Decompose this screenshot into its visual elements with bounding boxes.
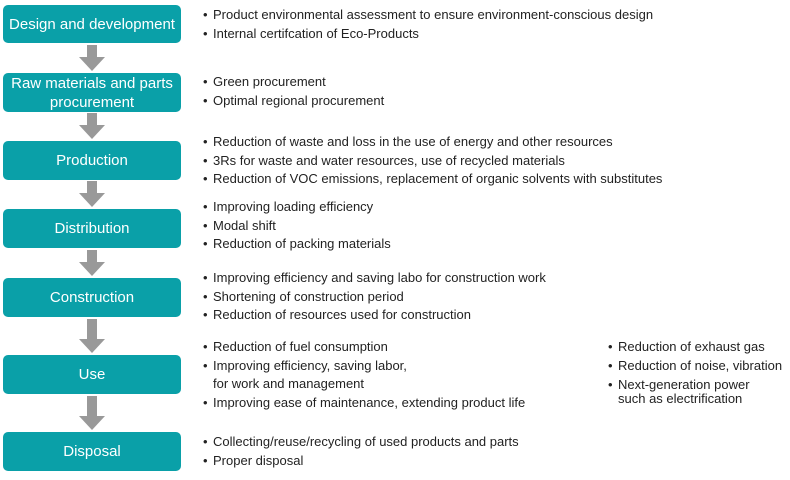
list-item: • Improving loading efficiency bbox=[203, 198, 391, 217]
disposal-bullets bbox=[203, 433, 519, 470]
list-item: • Optimal regional procurement bbox=[203, 92, 384, 111]
list-item: • 3Rs for waste and water resources, use of recycled materials bbox=[203, 152, 662, 171]
down-arrow-icon bbox=[79, 319, 105, 353]
list-item: • Improving efficiency and saving labo for construction work bbox=[203, 269, 546, 288]
stage-label: Distribution bbox=[54, 220, 130, 237]
stage-label: Disposal bbox=[63, 443, 121, 460]
stage-construction bbox=[3, 278, 181, 317]
list-item: • Green procurement bbox=[203, 73, 384, 92]
list-item: • Reduction of packing materials bbox=[203, 235, 391, 254]
list-item: • Modal shift bbox=[203, 217, 391, 236]
list-item: • Reduction of exhaust gas bbox=[608, 338, 782, 357]
down-arrow-icon bbox=[79, 396, 105, 430]
down-arrow-icon bbox=[79, 181, 105, 207]
list-item: • Collecting/reuse/recycling of used products and parts bbox=[203, 433, 519, 452]
stage-disposal bbox=[3, 432, 181, 471]
stage-label: Use bbox=[78, 366, 106, 383]
distribution-bullets bbox=[203, 198, 391, 254]
stage-label: Construction bbox=[49, 289, 135, 306]
list-item: • Internal certifcation of Eco-Products bbox=[203, 25, 653, 44]
down-arrow-icon bbox=[79, 250, 105, 276]
list-item: • Reduction of waste and loss in the use of energy and other resources bbox=[203, 133, 662, 152]
use-bullets-left bbox=[203, 338, 525, 412]
list-item: • Reduction of VOC emissions, replacement of organic solvents with substitutes bbox=[203, 170, 662, 189]
list-item: • Reduction of resources used for construction bbox=[203, 306, 546, 325]
stage-raw-materials-procurement bbox=[3, 73, 181, 112]
list-item: • Product environmental assessment to ensure environment-conscious design bbox=[203, 6, 653, 25]
procurement-bullets bbox=[203, 73, 384, 110]
stage-label: Design and development bbox=[9, 15, 175, 33]
list-item: • Improving efficiency, saving labor, bbox=[203, 357, 525, 376]
construction-bullets bbox=[203, 269, 546, 325]
stage-label: Production bbox=[56, 152, 128, 169]
stage-design-development bbox=[3, 5, 181, 43]
list-item: • Reduction of fuel consumption bbox=[203, 338, 525, 357]
list-item: • Reduction of noise, vibration bbox=[608, 357, 782, 376]
list-item: • Proper disposal bbox=[203, 452, 519, 471]
list-item-continuation: for work and management bbox=[213, 376, 365, 391]
stage-production bbox=[3, 141, 181, 180]
list-item: • Improving ease of maintenance, extending product life bbox=[203, 394, 525, 413]
design-bullets bbox=[203, 6, 653, 43]
list-item: • Shortening of construction period bbox=[203, 288, 546, 307]
down-arrow-icon bbox=[79, 45, 105, 71]
down-arrow-icon bbox=[79, 113, 105, 139]
stage-use bbox=[3, 355, 181, 394]
stage-label: Raw materials and parts procurement bbox=[11, 74, 173, 111]
production-bullets bbox=[203, 133, 662, 189]
use-bullets-right bbox=[608, 338, 782, 406]
list-item-continuation: such as electrification bbox=[618, 391, 743, 406]
stage-distribution bbox=[3, 209, 181, 248]
list-item: • Next-generation power bbox=[608, 377, 782, 392]
